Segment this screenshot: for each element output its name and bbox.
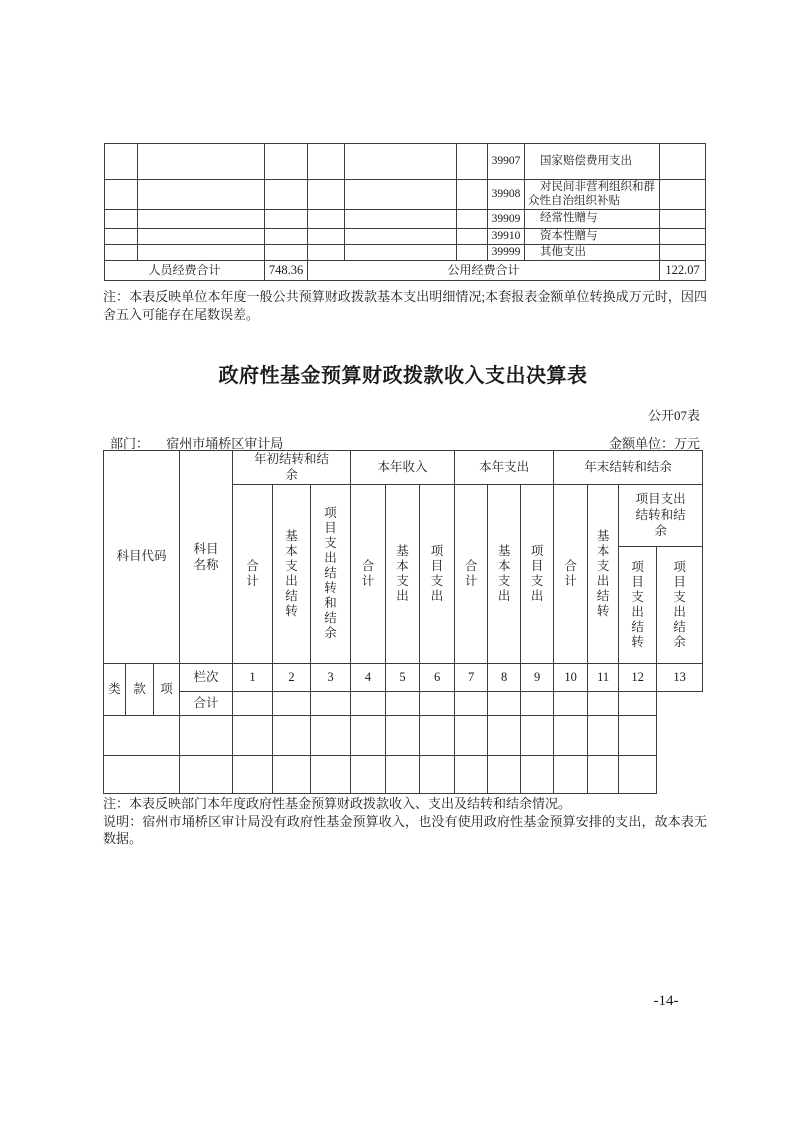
expenditure-project-header: 项目支出 <box>521 484 554 663</box>
expense-desc: 经常性赠与 <box>525 210 660 229</box>
empty-cell <box>660 180 706 210</box>
class-header: 类 <box>104 663 126 715</box>
empty-cell <box>265 144 308 180</box>
government-fund-table <box>103 450 703 794</box>
section-header: 款 <box>126 663 154 715</box>
empty-cell <box>104 715 180 755</box>
empty-cell <box>273 755 311 793</box>
empty-cell <box>619 691 657 715</box>
empty-cell <box>104 755 180 793</box>
empty-cell <box>521 715 554 755</box>
empty-cell <box>311 691 351 715</box>
empty-cell <box>233 715 273 755</box>
opening-basic-carryover-header: 基本支出结转 <box>273 484 311 663</box>
empty-cell <box>345 144 457 180</box>
column-number: 6 <box>420 663 455 691</box>
expenditure-total-header: 合计 <box>455 484 488 663</box>
empty-cell <box>105 180 138 210</box>
table1-note: 注：本表反映单位本年度一般公共预算财政拨款基本支出明细情况;本套报表金额单位转换成万元时，因四舍五入可能存在尾数误差。 <box>103 289 707 322</box>
column-number: 13 <box>657 663 703 691</box>
empty-cell <box>455 691 488 715</box>
empty-cell <box>488 755 521 793</box>
empty-cell <box>311 715 351 755</box>
empty-cell <box>311 755 351 793</box>
summary-row <box>105 261 706 281</box>
empty-cell <box>660 144 706 180</box>
empty-cell <box>386 755 420 793</box>
current-year-income-group-header: 本年收入 <box>351 451 455 485</box>
empty-cell <box>265 180 308 210</box>
table-row <box>105 245 706 261</box>
empty-cell <box>619 755 657 793</box>
empty-cell <box>265 210 308 229</box>
empty-data-row <box>104 715 703 755</box>
closing-project-subgroup-header: 项目支出结转和结余 <box>619 484 703 546</box>
current-year-expenditure-group-header: 本年支出 <box>455 451 554 485</box>
table-row <box>105 180 706 210</box>
table2-notes <box>103 795 707 848</box>
empty-cell <box>180 715 233 755</box>
empty-cell <box>273 715 311 755</box>
empty-cell <box>265 229 308 245</box>
table-row <box>105 210 706 229</box>
empty-cell <box>457 210 488 229</box>
column-number: 11 <box>588 663 619 691</box>
empty-cell <box>105 245 138 261</box>
public-funds-total-label: 公用经费合计 <box>308 261 660 281</box>
empty-cell <box>488 691 521 715</box>
empty-cell <box>455 755 488 793</box>
expense-code: 39908 <box>488 180 525 210</box>
empty-cell <box>660 210 706 229</box>
empty-cell <box>386 715 420 755</box>
closing-balance-group-header: 年末结转和结余 <box>554 451 703 485</box>
empty-cell <box>660 229 706 245</box>
empty-cell <box>345 180 457 210</box>
empty-cell <box>351 691 386 715</box>
closing-basic-carryover-header: 基本支出结转 <box>588 484 619 663</box>
empty-cell <box>138 180 265 210</box>
table-code-label: 公开07表 <box>647 408 700 423</box>
empty-cell <box>420 715 455 755</box>
empty-cell <box>420 755 455 793</box>
empty-cell <box>554 755 588 793</box>
opening-total-header: 合计 <box>233 484 273 663</box>
opening-balance-group-header: 年初结转和结余 <box>233 451 351 485</box>
column-number: 4 <box>351 663 386 691</box>
department-value: 宿州市埇桥区审计局 <box>166 436 284 451</box>
empty-cell <box>345 210 457 229</box>
column-number: 12 <box>619 663 657 691</box>
personnel-funds-total-label: 人员经费合计 <box>105 261 265 281</box>
expense-desc: 其他支出 <box>525 245 660 261</box>
table2-note: 注：本表反映部门本年度政府性基金预算财政拨款收入、支出及结转和结余情况。 <box>103 796 572 811</box>
closing-total-header: 合计 <box>554 484 588 663</box>
empty-cell <box>273 691 311 715</box>
expense-desc: 国家赔偿费用支出 <box>525 144 660 180</box>
table-row <box>105 229 706 245</box>
empty-cell <box>457 144 488 180</box>
empty-cell <box>521 755 554 793</box>
empty-cell <box>308 210 345 229</box>
basic-expenditure-table <box>104 143 706 281</box>
public-funds-total-value: 122.07 <box>660 261 706 281</box>
personnel-funds-total-value: 748.36 <box>265 261 308 281</box>
empty-cell <box>588 715 619 755</box>
empty-cell <box>588 755 619 793</box>
column-number: 2 <box>273 663 311 691</box>
column-index-label: 栏次 <box>180 663 233 691</box>
empty-cell <box>105 144 138 180</box>
column-index-row <box>104 663 703 691</box>
subject-name-header: 科目名称 <box>180 451 233 664</box>
column-number: 10 <box>554 663 588 691</box>
column-number: 7 <box>455 663 488 691</box>
empty-cell <box>457 229 488 245</box>
group-header-row <box>104 451 703 485</box>
empty-cell <box>138 245 265 261</box>
column-number: 8 <box>488 663 521 691</box>
column-number: 9 <box>521 663 554 691</box>
empty-cell <box>138 229 265 245</box>
empty-cell <box>386 691 420 715</box>
empty-cell <box>488 715 521 755</box>
empty-cell <box>233 755 273 793</box>
closing-project-surplus-header: 项目支出结余 <box>657 546 703 663</box>
amount-unit-label: 金额单位：万元 <box>608 436 700 451</box>
expense-code: 39909 <box>488 210 525 229</box>
empty-cell <box>351 715 386 755</box>
empty-cell <box>345 229 457 245</box>
empty-cell <box>619 715 657 755</box>
empty-cell <box>265 245 308 261</box>
empty-cell <box>420 691 455 715</box>
empty-cell <box>105 229 138 245</box>
empty-cell <box>308 180 345 210</box>
total-row-label: 合计 <box>180 691 233 715</box>
table2-explanation: 说明：宿州市埇桥区审计局没有政府性基金预算收入，也没有使用政府性基金预算安排的支出，故本表无数据。 <box>103 813 707 846</box>
subject-code-header: 科目代码 <box>104 451 180 664</box>
section-title: 政府性基金预算财政拨款收入支出决算表 <box>218 365 588 387</box>
empty-cell <box>457 180 488 210</box>
empty-cell <box>554 715 588 755</box>
empty-cell <box>105 210 138 229</box>
empty-data-row <box>104 755 703 793</box>
empty-cell <box>308 144 345 180</box>
empty-cell <box>351 755 386 793</box>
column-number: 5 <box>386 663 420 691</box>
column-number: 3 <box>311 663 351 691</box>
table-row <box>105 144 706 180</box>
empty-cell <box>554 691 588 715</box>
empty-cell <box>588 691 619 715</box>
empty-cell <box>457 245 488 261</box>
expense-desc: 资本性赠与 <box>525 229 660 245</box>
expense-desc: 对民间非营利组织和群众性自治组织补贴 <box>525 180 660 210</box>
empty-cell <box>308 229 345 245</box>
expense-code: 39907 <box>488 144 525 180</box>
empty-cell <box>660 245 706 261</box>
department-label: 部门： <box>110 436 150 451</box>
empty-cell <box>455 715 488 755</box>
empty-cell <box>138 210 265 229</box>
expense-code: 39999 <box>488 245 525 261</box>
empty-cell <box>308 245 345 261</box>
expense-code: 39910 <box>488 229 525 245</box>
income-total-header: 合计 <box>351 484 386 663</box>
empty-cell <box>180 755 233 793</box>
empty-cell <box>233 691 273 715</box>
income-basic-header: 基本支出 <box>386 484 420 663</box>
page-number: -14- <box>653 993 679 1009</box>
empty-cell <box>138 144 265 180</box>
income-project-header: 项目支出 <box>420 484 455 663</box>
closing-project-carryforward-header: 项目支出结转 <box>619 546 657 663</box>
expenditure-basic-header: 基本支出 <box>488 484 521 663</box>
empty-cell <box>521 691 554 715</box>
total-row <box>104 691 703 715</box>
item-header: 项 <box>154 663 180 715</box>
opening-project-carryover-header: 项目支出结转和结余 <box>311 484 351 663</box>
empty-cell <box>345 245 457 261</box>
column-number: 1 <box>233 663 273 691</box>
